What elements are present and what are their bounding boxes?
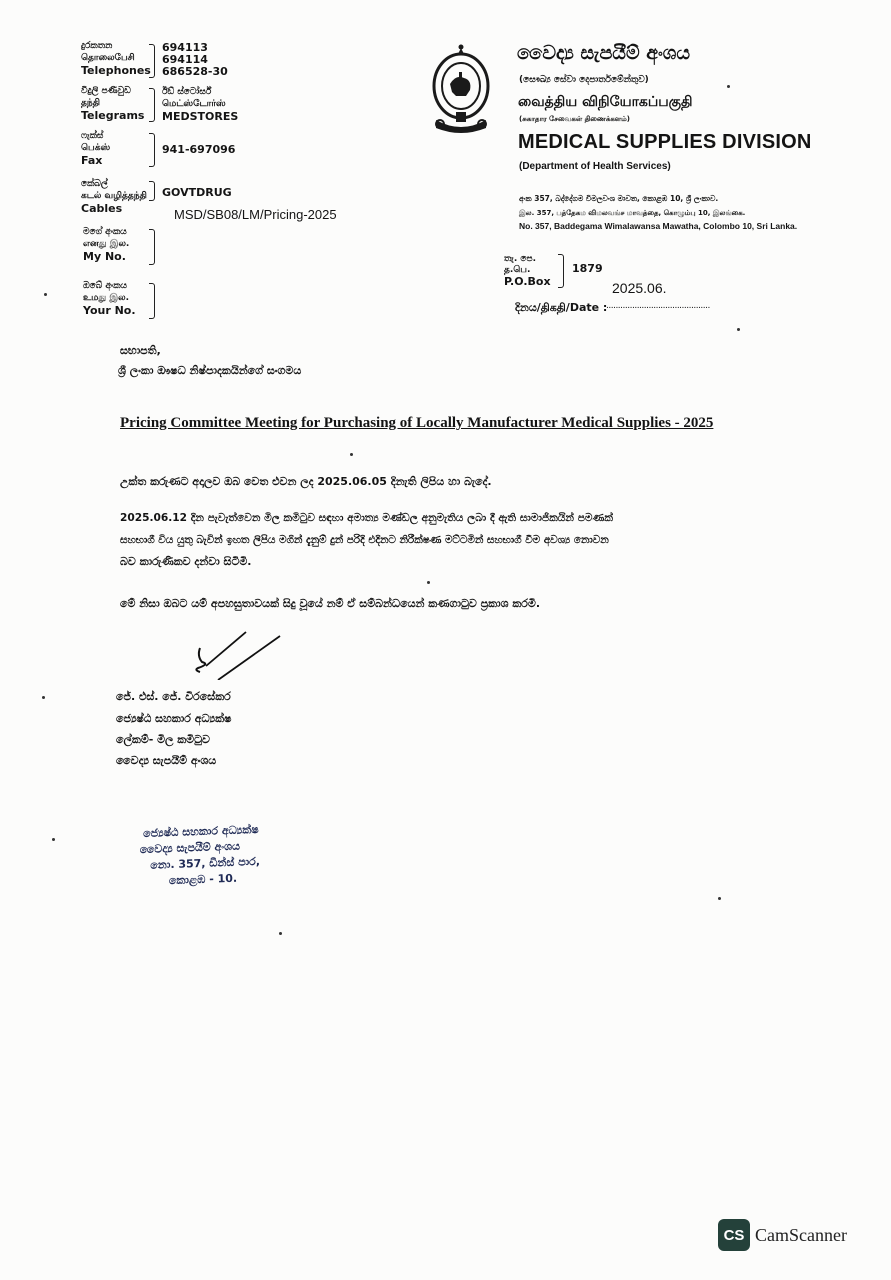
scan-speck <box>427 581 430 584</box>
brace <box>149 229 155 265</box>
org-name-si: වෛද්‍ය සැපයීම් අංශය <box>517 42 691 64</box>
date-label: දිනය/திகதி/Date : <box>515 301 608 314</box>
camscanner-logo-icon: CS <box>718 1219 750 1251</box>
telegram-si: ඊඩ් ස්ටෝර්ස් <box>162 87 212 97</box>
fax-label-si: ෆැක්ස් <box>81 131 104 141</box>
scan-speck <box>44 293 47 296</box>
dept-name-en: (Department of Health Services) <box>519 161 671 172</box>
stamp-line-1: ජ්‍යෙෂ්ඨ සහකාර අධ්‍යක්ෂ <box>142 822 259 840</box>
stamp-line-4: කොළඹ - 10. <box>168 871 238 888</box>
org-name-en: MEDICAL SUPPLIES DIVISION <box>518 131 812 153</box>
your-no-label-si: ඔබේ අංකය <box>83 281 127 291</box>
signatory-division: වෛද්‍ය සැපයීම් අංශය <box>116 754 217 767</box>
cables-label-si: කේබල් <box>81 179 108 189</box>
brace <box>149 133 155 167</box>
date-dotted-line: ............................................ <box>606 301 710 311</box>
dept-name-si: (සෞඛ්‍ය සේවා දෙපාර්තමේන්තුව) <box>519 75 649 85</box>
telegrams-label-ta: தந்தி <box>81 98 101 108</box>
telephone-3: 686528-30 <box>162 65 228 78</box>
scan-speck <box>350 453 353 456</box>
address-en: No. 357, Baddegama Wimalawansa Mawatha, Colombo 10, Sri Lanka. <box>519 221 798 231</box>
camscanner-watermark <box>718 1219 847 1251</box>
body-paragraph-2-line-1: 2025.06.12 දින පැවැත්වෙන මිල කමිටුව සඳහා අමාත්‍ය මණ්ඩල අනුමැතිය ලබා දී ඇති සාමාජිකයින් පමණක් <box>120 512 613 524</box>
pobox-label-ta: த.பெ. <box>504 265 531 275</box>
brace <box>149 283 155 319</box>
official-stamp <box>139 822 261 890</box>
body-paragraph-3: මේ නිසා ඔබට යම් අපහසුතාවයක් සිදු වූයේ නම් ඒ සම්බන්ධයෙන් කණගාටුව ප්‍රකාශ කරමි. <box>120 597 541 610</box>
scan-speck <box>42 696 45 699</box>
address-ta: இல. 357, பத்தேகம விமலவங்ச மாவத்தை, கொழும்பு 10, இலங்கை. <box>519 209 746 217</box>
my-no-label-ta: எனது இல. <box>83 239 130 249</box>
brace <box>149 181 155 201</box>
brace <box>149 44 155 78</box>
scan-speck <box>52 838 55 841</box>
telephones-label-ta: தொலைபேசி <box>81 53 135 63</box>
brace <box>149 88 155 122</box>
addressee-organisation: ශ්‍රී ලංකා ඖෂධ නිෂ්පාදකයින්ගේ සංගමය <box>118 364 302 377</box>
scan-speck <box>737 328 740 331</box>
scan-speck <box>718 897 721 900</box>
signatory-title: ජ්‍යෙෂ්ඨ සහකාර අධ්‍යක්ෂ <box>116 712 232 725</box>
address-si: අංක 357, බද්දේගම විමලවංශ මාවත, කොළඹ 10, ශ්‍රී ලංකාව. <box>519 194 719 203</box>
letter-date: 2025.06. <box>612 280 667 296</box>
pobox-label-si: තැ. පෙ. <box>504 254 537 264</box>
reference-number: MSD/SB08/LM/Pricing-2025 <box>174 207 337 222</box>
cables-value: GOVTDRUG <box>162 186 232 199</box>
scan-speck <box>727 85 730 88</box>
pobox-label-en: P.O.Box <box>504 275 551 288</box>
telegram-ta: மெட்ஸ்டோர்ஸ் <box>162 99 226 109</box>
addressee-title: සභාපති, <box>120 344 161 357</box>
telegrams-label-si: විදුලි පණිවුඩ <box>81 86 131 96</box>
cables-label-ta: கடல் வழித்தந்தி <box>81 191 147 201</box>
cables-label-en: Cables <box>81 202 123 215</box>
camscanner-text: CamScanner <box>755 1224 847 1245</box>
fax-label-ta: பெக்ஸ் <box>81 143 111 153</box>
sri-lanka-emblem-icon <box>426 44 496 136</box>
scan-speck <box>279 932 282 935</box>
signatory-role: ලේකම්- මිල කමිටුව <box>116 733 210 746</box>
body-paragraph-2-line-3: බව කාරුණිකව දන්වා සිටිමි. <box>120 555 252 568</box>
body-paragraph-1: උක්ත කරුණට අදාලව ඔබ වෙත එවන ලද 2025.06.05 දිනැති ලිපිය හා බැදේ. <box>120 475 492 488</box>
my-no-label-en: My No. <box>83 250 126 263</box>
telephone-2: 694114 <box>162 53 208 66</box>
brace <box>558 254 564 288</box>
stamp-line-3: නො. 357, ඩීන්ස් පාර, <box>150 854 261 872</box>
org-name-ta: வைத்திய விநியோகப்பகுதி <box>518 94 693 110</box>
dept-name-ta: (சுகாதார சேவைகள் திணைக்களம்) <box>519 115 630 123</box>
telephone-1: 694113 <box>162 41 208 54</box>
fax-number: 941-697096 <box>162 143 236 156</box>
subject-line: Pricing Committee Meeting for Purchasing of Locally Manufacturer Medical Supplies - 2025 <box>120 415 714 431</box>
telephones-label-si: දුරකතන <box>81 41 113 51</box>
telephones-label-en: Telephones <box>81 64 151 77</box>
fax-label-en: Fax <box>81 154 103 167</box>
telegrams-label-en: Telegrams <box>81 109 145 122</box>
body-paragraph-2-line-2: සහභාගී විය යුතු බැවින් ඉහත ලිපිය මගින් දැනුම් දුන් පරිදි එදිනට නිරීක්ෂණ මට්ටමින් සහභාගී වීම අවශ්‍ය නොවන <box>120 534 609 546</box>
your-no-label-ta: உமது இல. <box>83 293 129 303</box>
handwritten-signature-icon <box>188 626 284 680</box>
telegram-en: MEDSTORES <box>162 110 239 123</box>
your-no-label-en: Your No. <box>83 304 136 317</box>
pobox-number: 1879 <box>572 262 603 275</box>
stamp-line-2: වෛද්‍ය සැපයීම් අංශය <box>139 839 241 857</box>
my-no-label-si: මගේ අංකය <box>83 227 127 237</box>
signatory-name: ජේ. එස්. ජේ. වීරසේකර <box>116 690 231 703</box>
